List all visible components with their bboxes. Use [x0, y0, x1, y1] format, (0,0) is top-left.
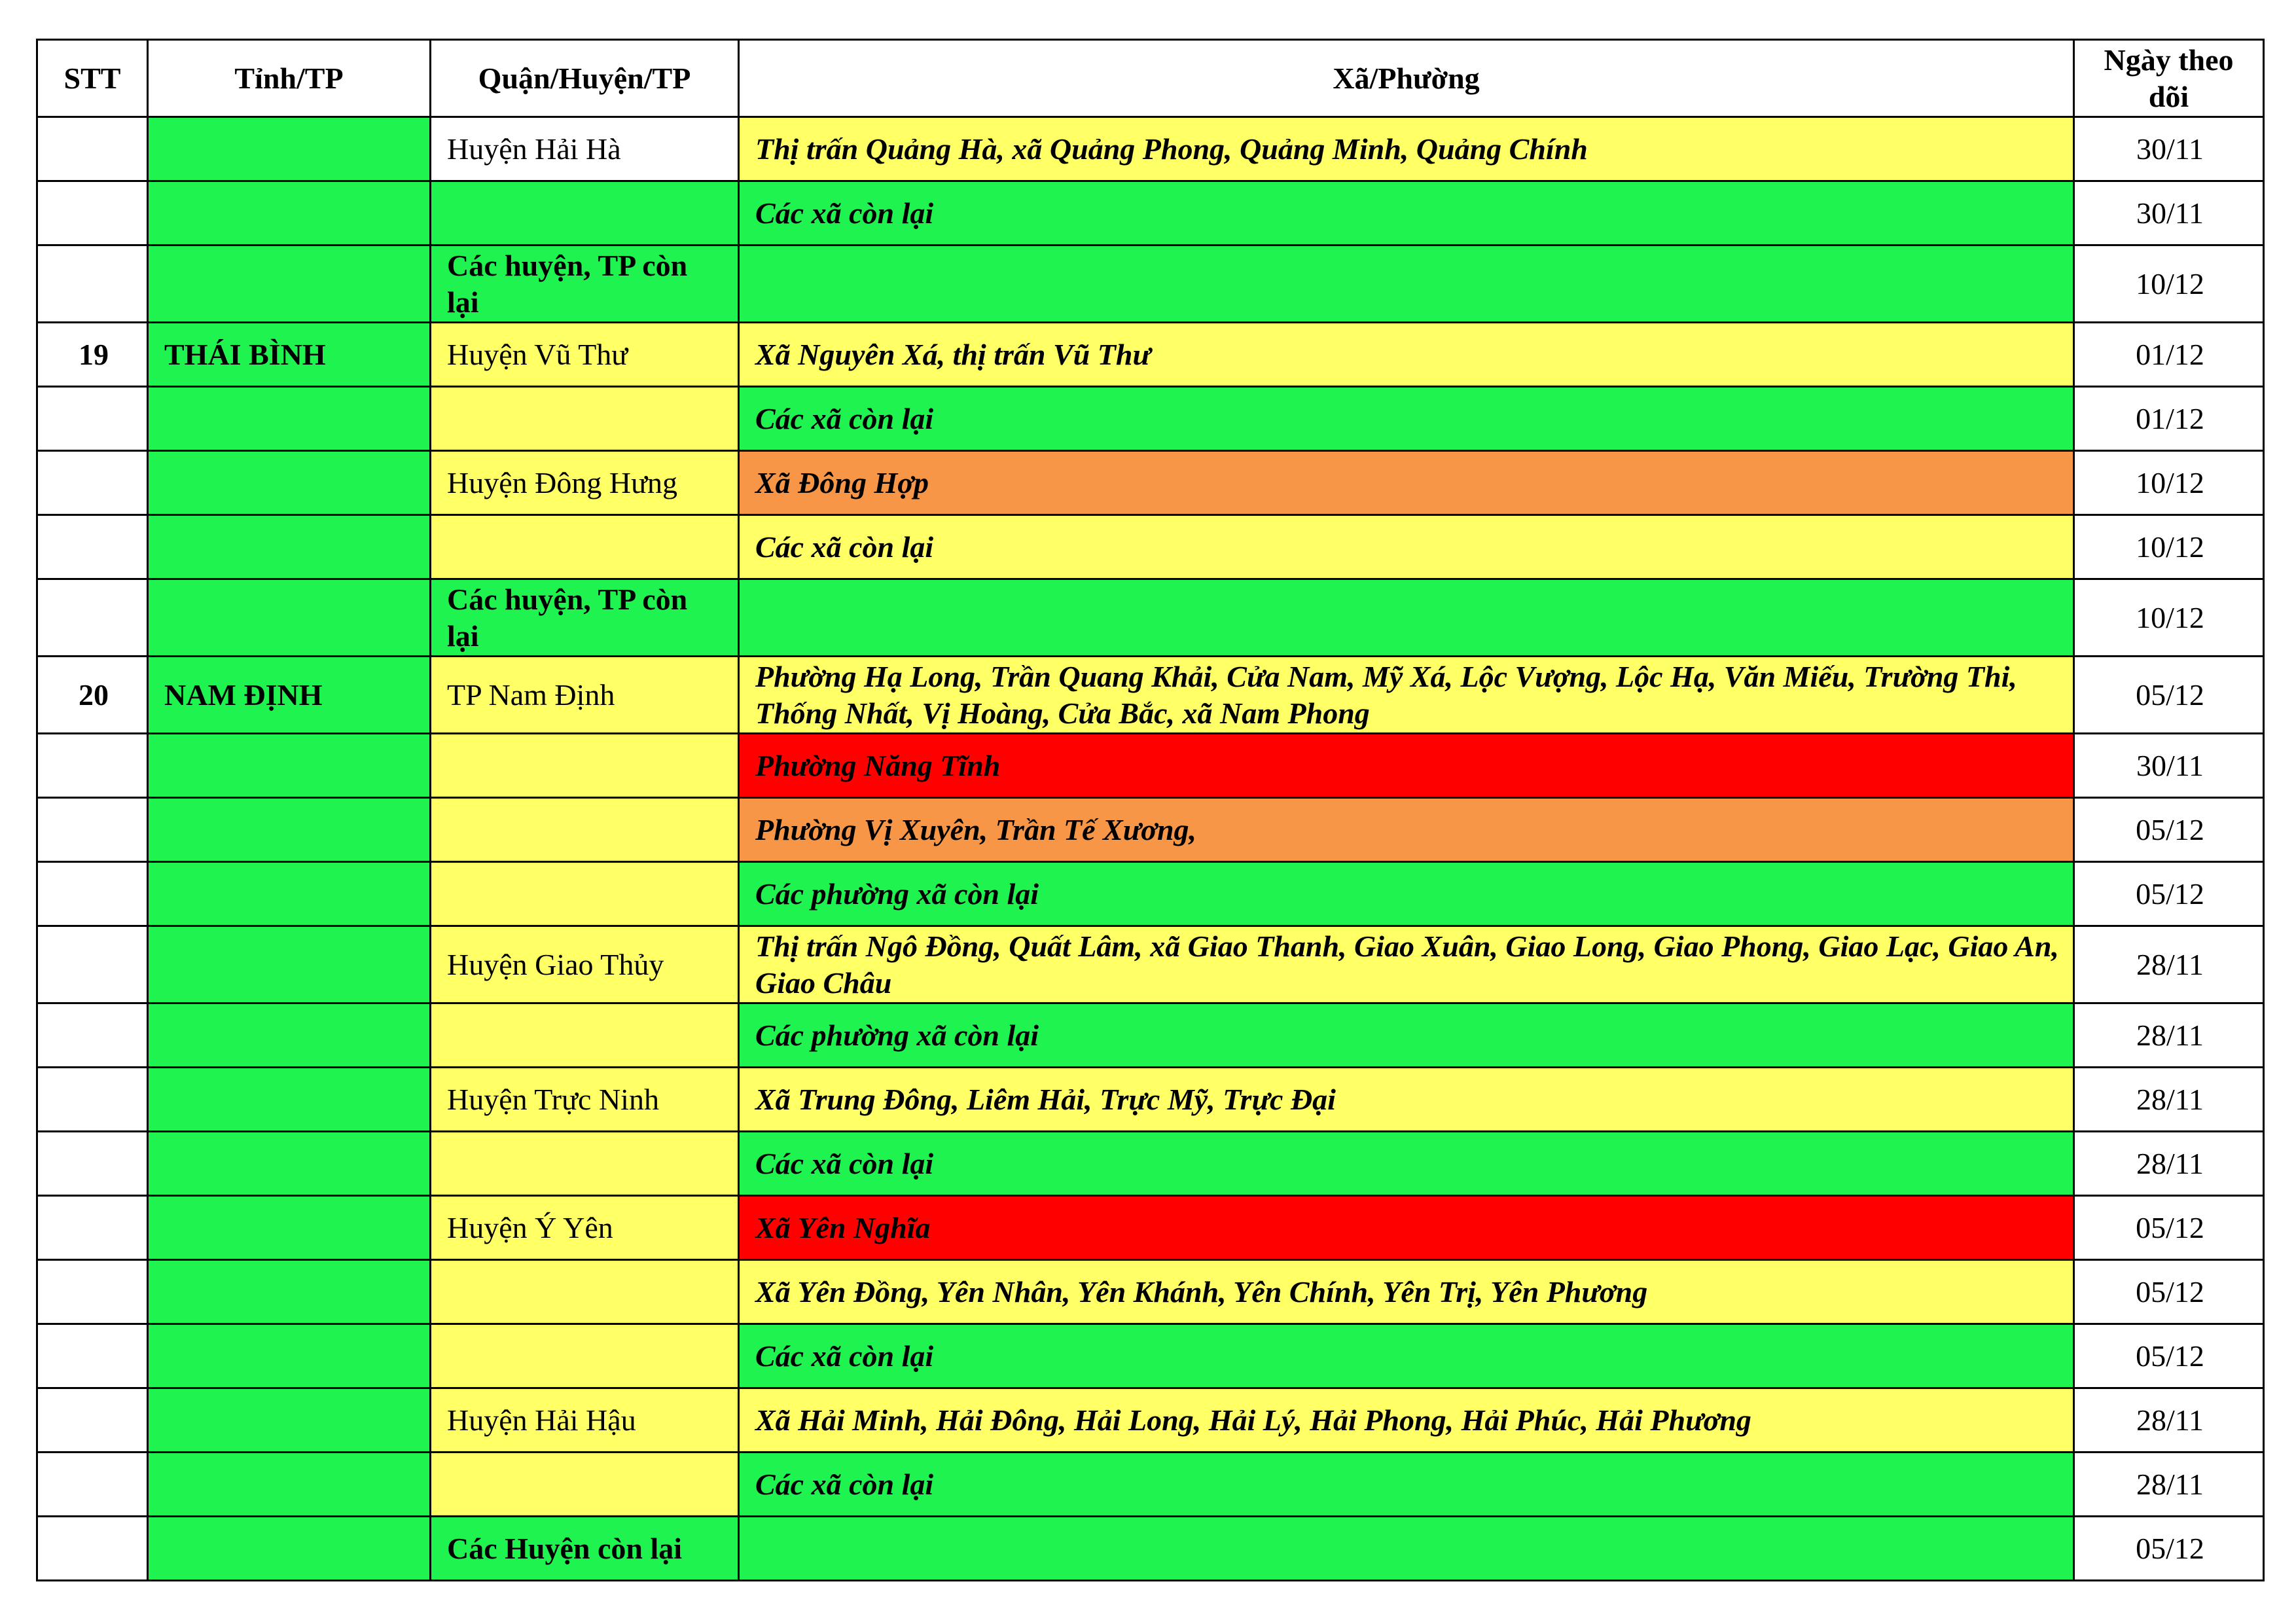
commune-cell: Các phường xã còn lại — [739, 862, 2074, 926]
commune-cell: Xã Trung Đông, Liêm Hải, Trực Mỹ, Trực Đại — [739, 1068, 2074, 1132]
date-cell: 30/11 — [2074, 181, 2264, 245]
table-row — [37, 798, 2264, 862]
header-district: Quận/Huyện/TP — [431, 40, 739, 117]
stt-cell — [37, 862, 148, 926]
stt-cell — [37, 734, 148, 798]
commune-cell: Xã Nguyên Xá, thị trấn Vũ Thư — [739, 323, 2074, 387]
commune-cell: Phường Hạ Long, Trần Quang Khải, Cửa Nam, Mỹ Xá, Lộc Vượng, Lộc Hạ, Văn Miếu, Trường Thi, Thống Nhất, Vị Hoàng, Cửa Bắc, xã Nam Phong — [739, 657, 2074, 734]
date-cell: 01/12 — [2074, 323, 2264, 387]
date-cell: 28/11 — [2074, 1003, 2264, 1068]
table-body — [37, 117, 2264, 1581]
province-cell — [148, 245, 431, 323]
province-cell — [148, 1132, 431, 1196]
commune-cell: Thị trấn Ngô Đồng, Quất Lâm, xã Giao Thanh, Giao Xuân, Giao Long, Giao Phong, Giao Lạc, Giao An, Giao Châu — [739, 926, 2074, 1003]
commune-cell: Thị trấn Quảng Hà, xã Quảng Phong, Quảng Minh, Quảng Chính — [739, 117, 2074, 181]
commune-cell: Các xã còn lại — [739, 1132, 2074, 1196]
stt-cell — [37, 1517, 148, 1581]
commune-cell: Xã Hải Minh, Hải Đông, Hải Long, Hải Lý, Hải Phong, Hải Phúc, Hải Phương — [739, 1388, 2074, 1453]
province-cell — [148, 579, 431, 657]
table-row — [37, 1196, 2264, 1260]
commune-cell: Xã Đông Hợp — [739, 451, 2074, 515]
district-cell — [431, 181, 739, 245]
commune-cell: Các xã còn lại — [739, 181, 2074, 245]
district-cell: Huyện Trực Ninh — [431, 1068, 739, 1132]
province-cell — [148, 1003, 431, 1068]
district-cell — [431, 1324, 739, 1388]
table-row — [37, 1453, 2264, 1517]
district-cell — [431, 1132, 739, 1196]
district-cell: Huyện Đông Hưng — [431, 451, 739, 515]
stt-cell — [37, 1388, 148, 1453]
stt-cell — [37, 1453, 148, 1517]
header-stt: STT — [37, 40, 148, 117]
date-cell: 05/12 — [2074, 1260, 2264, 1324]
table-row — [37, 579, 2264, 657]
table-row — [37, 117, 2264, 181]
commune-cell: Phường Năng Tĩnh — [739, 734, 2074, 798]
commune-cell — [739, 579, 2074, 657]
table-row — [37, 515, 2264, 579]
province-cell — [148, 1388, 431, 1453]
table-row — [37, 657, 2264, 734]
district-cell — [431, 1453, 739, 1517]
stt-cell — [37, 245, 148, 323]
district-cell — [431, 1260, 739, 1324]
province-cell — [148, 926, 431, 1003]
stt-cell — [37, 1196, 148, 1260]
district-cell — [431, 387, 739, 451]
district-cell — [431, 1003, 739, 1068]
table-row — [37, 1517, 2264, 1581]
stt-cell — [37, 387, 148, 451]
table-row — [37, 181, 2264, 245]
district-cell: Huyện Hải Hậu — [431, 1388, 739, 1453]
district-cell — [431, 515, 739, 579]
stt-cell — [37, 1260, 148, 1324]
province-cell — [148, 798, 431, 862]
date-cell: 28/11 — [2074, 1132, 2264, 1196]
date-cell: 28/11 — [2074, 1068, 2264, 1132]
province-cell — [148, 117, 431, 181]
province-cell — [148, 451, 431, 515]
commune-cell: Các xã còn lại — [739, 515, 2074, 579]
header-province: Tỉnh/TP — [148, 40, 431, 117]
province-cell — [148, 1453, 431, 1517]
date-cell: 05/12 — [2074, 862, 2264, 926]
table-row — [37, 1388, 2264, 1453]
stt-cell — [37, 515, 148, 579]
date-cell: 28/11 — [2074, 926, 2264, 1003]
commune-cell: Xã Yên Nghĩa — [739, 1196, 2074, 1260]
table-row — [37, 734, 2264, 798]
commune-cell: Các xã còn lại — [739, 1453, 2074, 1517]
commune-cell: Phường Vị Xuyên, Trần Tế Xương, — [739, 798, 2074, 862]
district-cell: Huyện Ý Yên — [431, 1196, 739, 1260]
province-cell — [148, 1260, 431, 1324]
date-cell: 10/12 — [2074, 515, 2264, 579]
district-cell: TP Nam Định — [431, 657, 739, 734]
header-date: Ngày theo dõi — [2074, 40, 2264, 117]
stt-cell — [37, 181, 148, 245]
table-row — [37, 1132, 2264, 1196]
commune-cell — [739, 1517, 2074, 1581]
date-cell: 28/11 — [2074, 1453, 2264, 1517]
commune-cell — [739, 245, 2074, 323]
district-cell: Huyện Hải Hà — [431, 117, 739, 181]
date-cell: 10/12 — [2074, 451, 2264, 515]
province-cell: THÁI BÌNH — [148, 323, 431, 387]
date-cell: 28/11 — [2074, 1388, 2264, 1453]
table-row — [37, 1068, 2264, 1132]
header-row — [37, 40, 2264, 117]
stt-cell — [37, 1132, 148, 1196]
header-commune: Xã/Phường — [739, 40, 2074, 117]
district-cell: Huyện Giao Thủy — [431, 926, 739, 1003]
stt-cell: 20 — [37, 657, 148, 734]
commune-cell: Các xã còn lại — [739, 387, 2074, 451]
table-row — [37, 245, 2264, 323]
district-cell: Huyện Vũ Thư — [431, 323, 739, 387]
stt-cell — [37, 798, 148, 862]
province-cell — [148, 734, 431, 798]
table-row — [37, 926, 2264, 1003]
table-row — [37, 1003, 2264, 1068]
province-cell — [148, 1324, 431, 1388]
stt-cell — [37, 1003, 148, 1068]
district-cell: Các Huyện còn lại — [431, 1517, 739, 1581]
province-cell — [148, 1068, 431, 1132]
table-row — [37, 1260, 2264, 1324]
date-cell: 05/12 — [2074, 798, 2264, 862]
date-cell: 05/12 — [2074, 1196, 2264, 1260]
district-cell — [431, 734, 739, 798]
table-row — [37, 387, 2264, 451]
table-row — [37, 451, 2264, 515]
province-cell — [148, 387, 431, 451]
date-cell: 05/12 — [2074, 1324, 2264, 1388]
stt-cell — [37, 579, 148, 657]
date-cell: 05/12 — [2074, 1517, 2264, 1581]
district-cell: Các huyện, TP còn lại — [431, 579, 739, 657]
stt-cell: 19 — [37, 323, 148, 387]
stt-cell — [37, 1068, 148, 1132]
date-cell: 30/11 — [2074, 117, 2264, 181]
table-row — [37, 1324, 2264, 1388]
district-cell — [431, 862, 739, 926]
province-cell — [148, 1196, 431, 1260]
table-row — [37, 862, 2264, 926]
province-cell — [148, 181, 431, 245]
province-cell — [148, 1517, 431, 1581]
commune-cell: Các xã còn lại — [739, 1324, 2074, 1388]
commune-cell: Xã Yên Đồng, Yên Nhân, Yên Khánh, Yên Chính, Yên Trị, Yên Phương — [739, 1260, 2074, 1324]
district-cell: Các huyện, TP còn lại — [431, 245, 739, 323]
commune-cell: Các phường xã còn lại — [739, 1003, 2074, 1068]
stt-cell — [37, 451, 148, 515]
province-cell — [148, 862, 431, 926]
date-cell: 05/12 — [2074, 657, 2264, 734]
date-cell: 01/12 — [2074, 387, 2264, 451]
stt-cell — [37, 926, 148, 1003]
province-cell — [148, 515, 431, 579]
date-cell: 10/12 — [2074, 579, 2264, 657]
stt-cell — [37, 117, 148, 181]
stt-cell — [37, 1324, 148, 1388]
district-cell — [431, 798, 739, 862]
date-cell: 30/11 — [2074, 734, 2264, 798]
province-cell: NAM ĐỊNH — [148, 657, 431, 734]
date-cell: 10/12 — [2074, 245, 2264, 323]
risk-level-table — [36, 39, 2265, 1581]
table-row — [37, 323, 2264, 387]
